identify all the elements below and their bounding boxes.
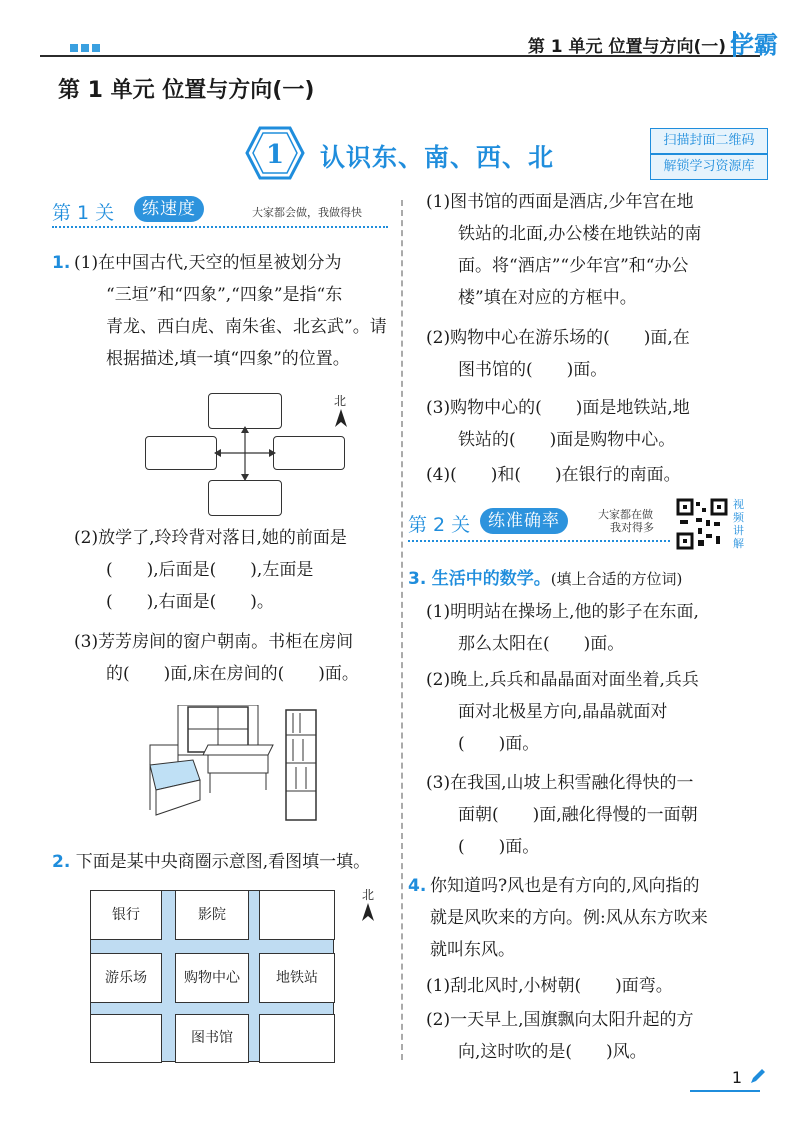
q3-p3-line: 面朝( )面,融化得慢的一面朝 [458, 805, 698, 825]
q1-p1-line: 青龙、西白虎、南朱雀、北玄武”。请 [106, 317, 387, 337]
header-square [81, 44, 89, 52]
section1-underline [52, 226, 388, 228]
section1-tag: 大家都会做，我做得快 [252, 206, 362, 219]
unit-title: 第 1 单元 位置与方向(一) [58, 78, 315, 103]
q3-number: 3. [408, 569, 427, 589]
q3-part2 [426, 664, 766, 760]
video-explain-label: 视频讲解 [733, 498, 744, 550]
q2-p1-line: 面。将“酒店”“少年宫”和“办公 [458, 256, 689, 276]
q4-p1-line: (1)刮北风时,小树朝( )面弯。 [426, 976, 673, 996]
q4-line: 你知道吗?风也是有方向的,风向指的 [430, 876, 700, 896]
section2-underline [408, 540, 670, 542]
q2-p1-line: 楼”填在对应的方框中。 [458, 288, 637, 308]
q1-p2-line: (2)放学了,玲玲背对落日,她的前面是 [74, 528, 347, 548]
q3-part1 [426, 596, 766, 660]
section1-label: 第 1 关 [52, 202, 115, 224]
room-illustration [138, 705, 348, 830]
cell-mall: 购物中心 [175, 953, 249, 1003]
cell-empty[interactable] [259, 890, 335, 940]
answer-box-west[interactable] [145, 436, 217, 470]
section2-tag1: 大家都在做 [598, 508, 653, 521]
q3-p2-line: 面对北极星方向,晶晶就面对 [458, 702, 668, 722]
q3-p2-line: (2)晚上,兵兵和晶晶面对面坐着,兵兵 [426, 670, 699, 690]
q3-part3 [426, 767, 766, 863]
q4-number: 4. [408, 876, 427, 896]
q3-p3-line: (3)在我国,山坡上积雪融化得快的一 [426, 773, 694, 793]
header-unit-topic: 第 1 单元 位置与方向(一) [527, 37, 726, 57]
section2-pill: 练准确率 [480, 508, 568, 534]
q2-number: 2. [52, 852, 71, 872]
north-arrow-icon [333, 408, 349, 428]
cell-empty[interactable] [90, 1014, 162, 1063]
cell-metro: 地铁站 [259, 953, 335, 1003]
q4-part1 [426, 970, 766, 1002]
header-square [92, 44, 100, 52]
qr-code-icon[interactable] [676, 498, 728, 550]
q4 [408, 870, 768, 966]
q2-part1 [426, 186, 766, 314]
q1-p1-line: (1)在中国古代,天空的恒星被划分为 [74, 253, 342, 273]
q4-line: 就是风吹来的方向。例:风从东方吹来 [430, 908, 708, 928]
lesson-number: 1 [265, 140, 285, 170]
q4-p2-line: 向,这时吹的是( )风。 [458, 1042, 647, 1062]
q2-p2-line: (2)购物中心在游乐场的( )面,在 [426, 328, 690, 348]
cell-bank: 银行 [90, 890, 162, 940]
q3 [408, 563, 768, 595]
answer-box-north[interactable] [208, 393, 282, 429]
unlock-resources-button[interactable]: 解锁学习资源库 [650, 154, 768, 180]
q2-p4-line: (4)( )和( )在银行的南面。 [426, 465, 681, 485]
q1-part3 [74, 626, 399, 690]
q2-part2 [426, 322, 766, 386]
q3-title: 生活中的数学。 [431, 569, 551, 589]
scan-qr-button[interactable]: 扫描封面二维码 [650, 128, 768, 154]
section2-tag2: 我对得多 [610, 521, 654, 534]
answer-box-east[interactable] [273, 436, 345, 470]
cell-library: 图书馆 [175, 1014, 249, 1063]
answer-box-south[interactable] [208, 480, 282, 516]
lesson-number-badge [245, 125, 305, 185]
q1-p1-line: 根据描述,填一填“四象”的位置。 [106, 349, 350, 369]
q2-p3-line: 铁站的( )面是购物中心。 [458, 430, 676, 450]
q2-p2-line: 图书馆的( )面。 [458, 360, 608, 380]
q3-p3-line: ( )面。 [458, 837, 540, 857]
q2-text: 下面是某中央商圈示意图,看图填一填。 [75, 852, 371, 872]
cell-empty[interactable] [259, 1014, 335, 1063]
north-label: 北 [362, 888, 375, 902]
north-arrow-icon [360, 902, 376, 922]
q1-number: 1. [52, 253, 71, 273]
brand-logo: 学霸 [730, 31, 778, 59]
cell-park: 游乐场 [90, 953, 162, 1003]
q4-p2-line: (2)一天早上,国旗飘向太阳升起的方 [426, 1010, 694, 1030]
q1-p2-line: ( ),右面是( )。 [106, 592, 274, 612]
section2-label: 第 2 关 [408, 514, 471, 536]
north-label: 北 [334, 394, 347, 408]
q3-hint: (填上合适的方位词) [550, 570, 683, 588]
header-square [70, 44, 78, 52]
cross-arrows [210, 425, 280, 482]
q1-p3-line: (3)芳芳房间的窗户朝南。书柜在房间 [74, 632, 354, 652]
q2-part3 [426, 392, 766, 456]
lesson-title: 认识东、南、西、北 [320, 143, 555, 172]
pencil-icon [748, 1068, 766, 1086]
section1-pill: 练速度 [134, 196, 204, 222]
footer-rule [690, 1090, 760, 1092]
q1-p1-line: “三垣”和“四象”,“四象”是指“东 [106, 285, 343, 305]
q3-p2-line: ( )面。 [458, 734, 540, 754]
q4-part2 [426, 1004, 766, 1068]
q1-part2 [74, 522, 399, 618]
column-divider [401, 200, 403, 1060]
q2 [52, 846, 397, 878]
q2-part4 [426, 459, 766, 491]
q2-p3-line: (3)购物中心的( )面是地铁站,地 [426, 398, 690, 418]
q1-p3-line: 的( )面,床在房间的( )面。 [106, 664, 359, 684]
cell-cinema: 影院 [175, 890, 249, 940]
q4-line: 就叫东风。 [430, 940, 515, 960]
page-number: 1 [731, 1068, 742, 1087]
q2-p1-line: 铁站的北面,办公楼在地铁站的南 [458, 224, 702, 244]
q3-p1-line: (1)明明站在操场上,他的影子在东面, [426, 602, 699, 622]
q3-p1-line: 那么太阳在( )面。 [458, 634, 625, 654]
q1 [52, 247, 397, 375]
district-map [90, 890, 334, 1062]
q1-p2-line: ( ),后面是( ),左面是 [106, 560, 314, 580]
q2-p1-line: (1)图书馆的西面是酒店,少年宫在地 [426, 192, 694, 212]
